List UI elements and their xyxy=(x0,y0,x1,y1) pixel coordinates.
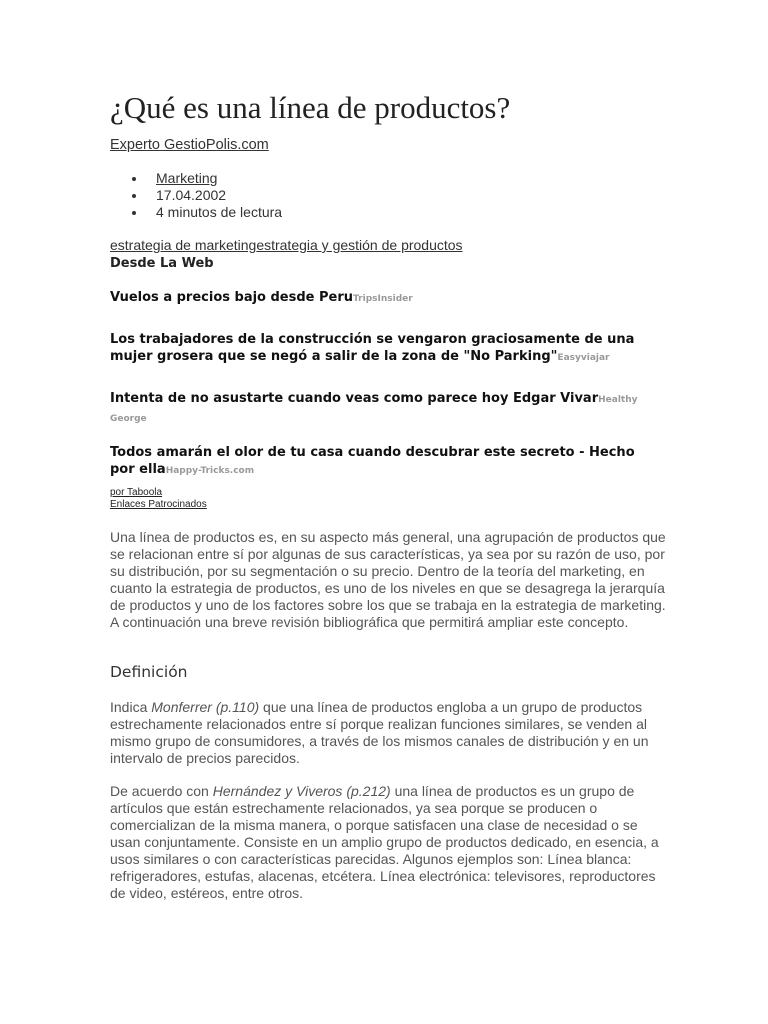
sponsored-item[interactable] xyxy=(110,390,662,428)
sponsored-item-source: Happy-Tricks.com xyxy=(165,466,255,476)
meta-reading-time: 4 minutos de lectura xyxy=(110,204,282,221)
citation: Monferrer (p.110) xyxy=(151,699,260,715)
sponsored-item-text[interactable]: Los trabajadores de la construcción se vengaron graciosamente de una mujer grosera que se negó a salir de la zona de "No Parking" xyxy=(110,332,635,364)
sponsored-item-text[interactable]: Intenta de no asustarte cuando veas como parece hoy Edgar Vivar xyxy=(110,391,599,406)
section-heading: Definición xyxy=(110,663,188,681)
sponsored-item-source: Healthy George xyxy=(110,395,638,424)
definition-paragraph: De acuerdo con Hernández y Viveros (p.212) una línea de productos es un grupo de artículos que están estrechamente relacionados, ya sea porque se producen o comercializan de la misma manera, o porque satisfacen una clase de necesidad o se usan conjuntamente. Consiste en un amplio grupo de productos dedicado, en esencia, a usos similares o con características parecidas. Algunos ejemplos son: Línea blanca: refrigeradores, estufas, alacenas, etcétera. Línea electrónica: televisores, reproductores de video, estéreos, entre otros. xyxy=(110,783,659,901)
sponsored-links[interactable]: Enlaces Patrocinados xyxy=(110,499,207,510)
tag-list xyxy=(110,237,463,253)
tag-link[interactable]: estrategia y gestión de productos xyxy=(256,237,463,253)
article-meta-list xyxy=(110,170,282,221)
category-link[interactable]: Marketing xyxy=(156,170,218,186)
sponsored-item-source: TripsInsider xyxy=(353,294,413,304)
author-link[interactable]: Experto GestioPolis.com xyxy=(110,137,269,153)
sponsored-item[interactable] xyxy=(110,289,662,308)
sponsored-item-text[interactable]: Vuelos a precios bajo desde Peru xyxy=(110,290,354,305)
citation: Hernández y Viveros (p.212) xyxy=(212,783,391,799)
sponsored-item[interactable] xyxy=(110,331,662,367)
definition-paragraph: Indica Monferrer (p.110) que una línea de productos engloba a un grupo de productos estrechamente relacionados entre sí porque realizan funciones similares, se venden al mismo grupo de consumidores, a través de los mismos canales de distribución y en un intervalo de precios parecidos. xyxy=(110,699,649,766)
intro-paragraph: Una línea de productos es, en su aspecto más general, una agrupación de productos que se relacionan entre sí por algunas de sus características, ya sea por su razón de uso, por su distribución, por su segmentación o su precio. Dentro de la teoría del marketing, en cuanto la estrategia de productos, es uno de los niveles en que se desagrega la jerarquía de productos y uno de los factores sobre los que se trabaja en la estrategia de marketing. A continuación una breve revisión bibliográfica que permitirá ampliar este concepto. xyxy=(110,529,666,630)
page-title: ¿Qué es una línea de productos? xyxy=(110,90,511,125)
sponsored-item[interactable] xyxy=(110,444,662,480)
meta-date: 17.04.2002 xyxy=(110,187,282,204)
sponsored-item-text[interactable]: Todos amarán el olor de tu casa cuando descubrar este secreto - Hecho por ella xyxy=(110,445,635,477)
meta-category xyxy=(110,170,282,187)
taboola-link[interactable]: por Taboola xyxy=(110,487,163,498)
sponsored-item-source: Easyviajar xyxy=(557,353,610,363)
taboola-credits xyxy=(110,487,207,511)
sponsored-heading: Desde La Web xyxy=(110,256,214,271)
tag-link[interactable]: estrategia de marketing xyxy=(110,237,257,253)
